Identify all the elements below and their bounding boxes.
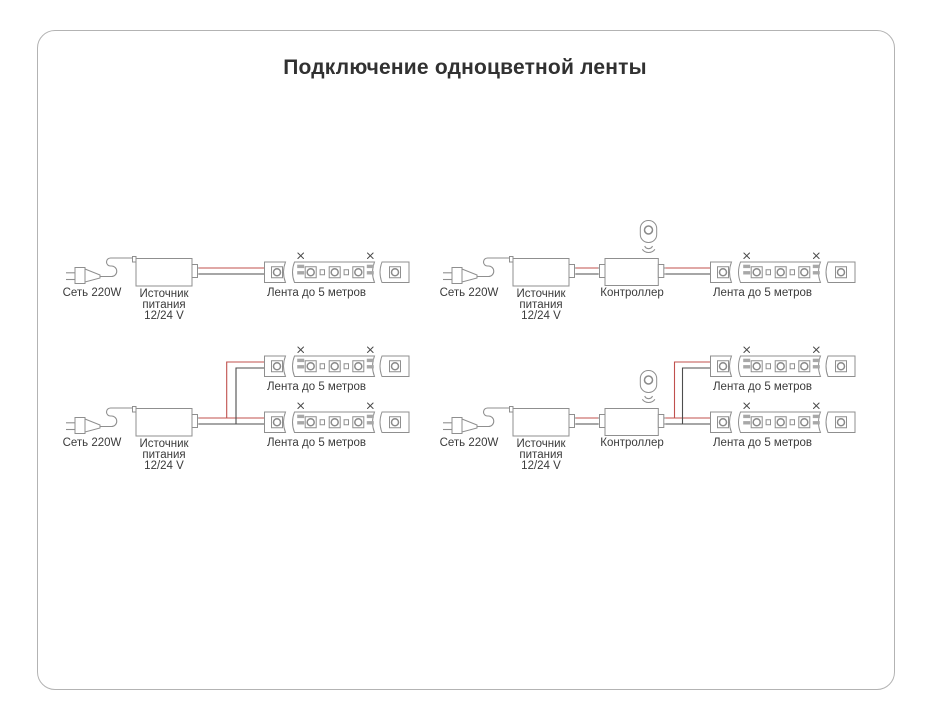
- label-voltage: 12/24 V: [144, 460, 184, 472]
- label-strip-length-top: Лента до 5 метров: [267, 381, 367, 393]
- led-strip-icon-bottom: [711, 403, 856, 433]
- led-strip-icon-top: [711, 347, 856, 377]
- diagram-top-right: [443, 221, 855, 287]
- power-plug-and-psu-icon: [443, 257, 576, 287]
- label-voltage: 12/24 V: [521, 310, 561, 322]
- led-strip-icon-top: [265, 347, 410, 377]
- label-voltage: 12/24 V: [521, 460, 561, 472]
- label-strip-length-bottom: Лента до 5 метров: [267, 437, 367, 449]
- page-title: Подключение одноцветной ленты: [283, 56, 647, 79]
- controller-and-remote-icon: [598, 371, 665, 436]
- label-strip-length: Лента до 5 метров: [267, 287, 367, 299]
- label-controller: Контроллер: [600, 437, 664, 449]
- power-plug-and-psu-icon: [443, 407, 576, 437]
- controller-and-remote-icon: [598, 221, 665, 286]
- label-power-network: Сеть 220W: [62, 437, 122, 449]
- led-strip-icon: [711, 253, 856, 283]
- label-power-supply: Источник питания: [516, 438, 566, 461]
- diagram-top-left: [66, 253, 409, 286]
- label-power-supply: Источник питания: [516, 288, 566, 311]
- label-controller: Контроллер: [600, 287, 664, 299]
- label-power-supply: Источник питания: [139, 288, 189, 311]
- label-power-network: Сеть 220W: [439, 437, 499, 449]
- label-voltage: 12/24 V: [144, 310, 184, 322]
- label-strip-length-top: Лента до 5 метров: [713, 381, 813, 393]
- label-strip-length-bottom: Лента до 5 метров: [713, 437, 813, 449]
- led-strip-icon: [265, 253, 410, 283]
- power-plug-and-psu-icon: [66, 257, 199, 287]
- led-strip-icon-bottom: [265, 403, 410, 433]
- wire-black: [199, 368, 264, 424]
- label-power-network: Сеть 220W: [62, 287, 122, 299]
- label-power-supply: Источник питания: [139, 438, 189, 461]
- label-power-network: Сеть 220W: [439, 287, 499, 299]
- wire-red: [199, 362, 264, 418]
- power-plug-and-psu-icon: [66, 407, 199, 437]
- label-strip-length: Лента до 5 метров: [713, 287, 813, 299]
